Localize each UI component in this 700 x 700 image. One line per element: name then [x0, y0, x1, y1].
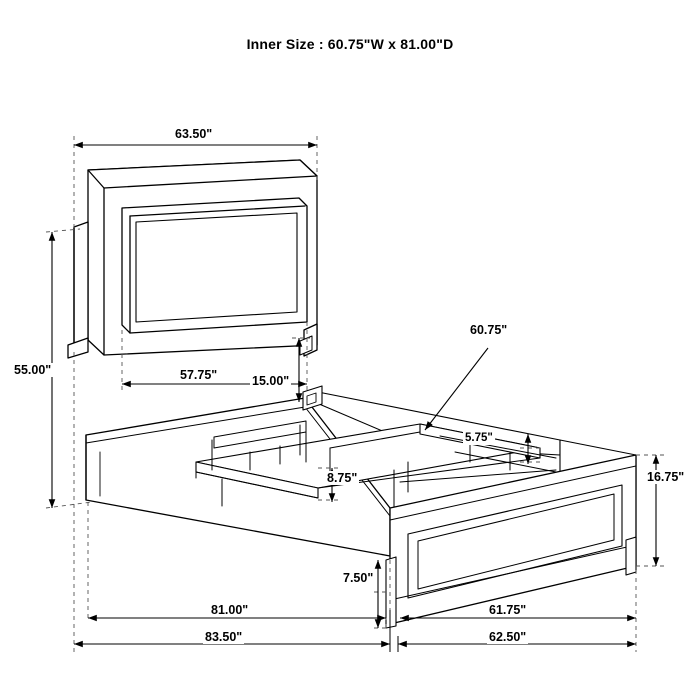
dim-label-footboard-depth: 61.75": [489, 603, 527, 617]
dim-label-headboard-panel-width: 57.75": [180, 368, 218, 382]
dim-label-headboard-width: 63.50": [175, 127, 213, 141]
dim-label-side-rail-height: 8.75": [327, 471, 358, 485]
dim-label-slat-thickness: 5.75": [465, 432, 493, 444]
page-title: Inner Size : 60.75"W x 81.00"D: [246, 36, 454, 52]
dim-label-inner-length: 81.00": [211, 603, 249, 617]
leader-line-slat-deck-width: [425, 348, 488, 430]
dim-label-rail-to-deck-height: 15.00": [252, 374, 290, 388]
dim-label-overall-length: 83.50": [205, 630, 243, 644]
dim-label-slat-deck-width: 60.75": [470, 323, 508, 337]
bed-outline: [68, 160, 636, 628]
dim-label-footboard-clearance: 7.50": [343, 571, 374, 585]
dim-label-footboard-width: 62.50": [489, 630, 527, 644]
dim-label-overall-height: 55.00": [14, 363, 52, 377]
dim-label-footboard-height: 16.75": [647, 470, 685, 484]
